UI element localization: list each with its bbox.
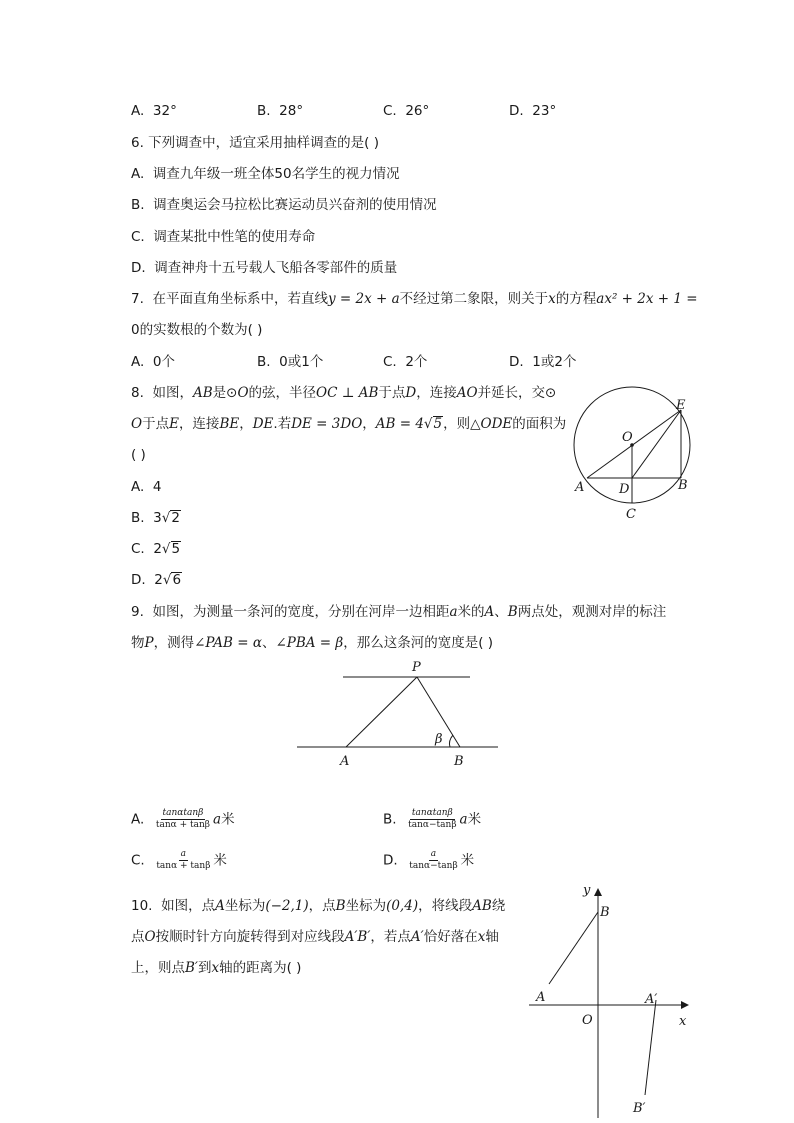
text: 绕 — [491, 898, 506, 914]
text: ，若点 — [370, 929, 411, 945]
option-letter: A. — [131, 166, 145, 182]
label-a-prime: A′ — [645, 992, 658, 1007]
label-o: O — [582, 1013, 593, 1028]
text: 的方程 — [555, 291, 597, 307]
q7-stem-line2: 0的实数根的个数为( ) — [131, 322, 263, 338]
text: 于点 — [142, 416, 170, 432]
q10-coordinate-figure — [525, 878, 695, 1118]
text: 轴 — [485, 929, 499, 945]
fraction — [154, 849, 212, 872]
q7-stem-line1 — [131, 289, 698, 309]
question-number: 10. — [131, 898, 153, 914]
label-y: y — [583, 883, 591, 898]
q8-stem-line3: ( ) — [131, 447, 146, 463]
unit: 米 — [460, 852, 475, 869]
math: A — [484, 604, 495, 620]
text: 恰好落在 — [423, 929, 478, 945]
math: a — [459, 811, 468, 828]
denominator: tanα + tanβ — [156, 861, 211, 871]
text: ，测得 — [153, 635, 195, 651]
math: DE = 3DO — [291, 416, 363, 432]
text: 如图， — [152, 385, 193, 401]
q6-option-b[interactable] — [131, 195, 437, 215]
option-text: 1或2个 — [532, 354, 577, 370]
math: DE — [252, 416, 274, 432]
math: ax² + 2x + 1 = — [596, 291, 698, 307]
option-letter: D. — [509, 354, 524, 370]
text: 、 — [494, 604, 508, 620]
math: E — [169, 416, 179, 432]
sqrt-symbol: √ — [423, 416, 433, 432]
option-letter: C. — [383, 354, 397, 370]
option-coef: 2 — [153, 541, 162, 557]
option-letter: D. — [131, 260, 146, 276]
math: B — [507, 604, 518, 620]
q8-option-a[interactable] — [131, 477, 161, 497]
q7-option-a[interactable] — [131, 352, 175, 372]
math: ∠PAB = α — [194, 635, 262, 651]
text: 点 — [131, 929, 145, 945]
option-text: 28° — [279, 103, 304, 119]
question-number: 9. — [131, 604, 144, 620]
fraction — [406, 808, 458, 831]
q8-option-c[interactable] — [131, 539, 181, 559]
label-a: A — [575, 480, 585, 495]
q8-option-d[interactable] — [131, 570, 182, 590]
text: ， — [239, 416, 253, 432]
q9-option-c[interactable] — [131, 849, 227, 872]
text: 的弦，半径 — [248, 385, 317, 401]
math: A — [215, 898, 225, 914]
numerator: a — [430, 849, 437, 859]
math: (0,4) — [386, 898, 419, 914]
math: D — [405, 385, 417, 401]
text: 轴的距离为( ) — [219, 960, 302, 976]
q9-stem-line2 — [131, 633, 493, 653]
denominator: tanα−tanβ — [408, 820, 457, 830]
text: 于点 — [378, 385, 406, 401]
denominator: tanα + tanβ — [155, 820, 210, 830]
math: O — [144, 929, 156, 945]
math: O — [131, 416, 143, 432]
option-text: 调查神舟十五号载人飞船各零部件的质量 — [154, 260, 398, 276]
segment-pa — [346, 677, 417, 747]
option-letter: D. — [131, 572, 146, 588]
q8-stem-line1 — [131, 383, 556, 403]
q5-option-b[interactable] — [257, 101, 303, 121]
math: AB — [472, 898, 492, 914]
q8-option-b[interactable] — [131, 508, 181, 528]
segment-ae — [587, 410, 681, 478]
q5-option-a[interactable] — [131, 101, 177, 121]
q5-option-c[interactable] — [383, 101, 429, 121]
q10-stem-line2 — [131, 927, 499, 947]
math: OC ⊥ AB — [316, 385, 379, 401]
math: O — [237, 385, 249, 401]
text: ，将线段 — [418, 898, 473, 914]
text: 米的 — [457, 604, 485, 620]
segment-de — [632, 410, 681, 478]
text: 如图，点 — [161, 898, 216, 914]
label-e: E — [676, 398, 686, 413]
q10-stem-line3 — [131, 958, 301, 978]
text: 上，则点 — [131, 960, 185, 976]
unit: 米 — [221, 811, 235, 828]
text: 两点处，观测对岸的标注 — [517, 604, 667, 620]
question-number: 8. — [131, 385, 144, 401]
math: ODE — [480, 416, 513, 432]
q10-stem-line1 — [131, 896, 505, 916]
option-text: 32° — [152, 103, 177, 119]
text: 按顺时针方向旋转得到对应线段 — [155, 929, 345, 945]
denominator: tanα−tanβ — [409, 861, 458, 871]
segment-ab — [549, 912, 598, 984]
numerator: tanαtanβ — [411, 808, 453, 818]
text: 、 — [261, 635, 276, 651]
option-text: 0个 — [152, 354, 175, 370]
q9-option-b[interactable] — [383, 808, 481, 831]
q8-stem-line2 — [131, 414, 566, 434]
q9-stem-line1 — [131, 602, 666, 622]
option-coef: 3 — [153, 510, 162, 526]
q9-river-figure — [290, 655, 505, 770]
label-a: A — [536, 990, 546, 1005]
text: .若 — [273, 416, 292, 432]
option-letter: B. — [131, 510, 145, 526]
label-p: P — [412, 660, 421, 675]
math: B′ — [185, 960, 198, 976]
q8-circle-figure — [570, 385, 700, 525]
option-text: 调查某批中性笔的使用寿命 — [153, 229, 316, 245]
unit: 米 — [467, 811, 482, 828]
option-letter: C. — [383, 103, 397, 119]
option-letter: C. — [131, 229, 145, 245]
radicand: 5 — [433, 416, 443, 432]
text: ，则△ — [443, 416, 481, 432]
text: ，连接 — [416, 385, 457, 401]
label-x: x — [679, 1014, 687, 1029]
math: A′ — [410, 929, 424, 945]
q7-option-b[interactable] — [257, 352, 323, 372]
option-letter: B. — [383, 811, 397, 828]
sqrt-symbol: √ — [161, 510, 171, 526]
option-coef: 4 — [152, 479, 162, 495]
q9-option-a[interactable] — [131, 808, 235, 831]
text: 如图，为测量一条河的宽度，分别在河岸一边相距 — [152, 604, 450, 620]
option-text: 调查奥运会马拉松比赛运动员兴奋剂的使用情况 — [153, 197, 437, 213]
fraction — [407, 849, 459, 872]
option-letter: B. — [257, 354, 271, 370]
radicand: 2 — [171, 510, 180, 526]
option-text: 0或1个 — [279, 354, 324, 370]
math: ∠PBA = β — [275, 635, 344, 651]
option-letter: A. — [131, 354, 145, 370]
math: AB = 4 — [375, 416, 424, 432]
sqrt-symbol: √ — [161, 541, 171, 557]
label-a: A — [340, 754, 350, 769]
text: 物 — [131, 635, 145, 651]
math: a — [449, 604, 458, 620]
option-letter: A. — [131, 811, 145, 828]
text: 不经过第二象限，则关于 — [399, 291, 549, 307]
math: (−2,1) — [265, 898, 309, 914]
label-beta: β — [435, 732, 443, 747]
unit: 米 — [213, 852, 227, 869]
q7-option-c[interactable] — [383, 352, 427, 372]
label-b: B — [600, 905, 610, 920]
math: x — [548, 291, 556, 307]
label-b: B — [678, 478, 688, 493]
option-text: 26° — [405, 103, 430, 119]
q6-stem: 6. 下列调查中，适宜采用抽样调查的是( ) — [131, 135, 379, 151]
angle-beta-arc — [449, 735, 453, 747]
math: A′B′ — [344, 929, 371, 945]
math: x — [211, 960, 220, 976]
text: ，那么这条河的宽度是( ) — [343, 635, 494, 651]
text: ， — [362, 416, 376, 432]
q5-option-d[interactable] — [509, 101, 556, 121]
segment-a2b2 — [645, 1000, 656, 1095]
radicand: 5 — [171, 541, 181, 557]
text: 是⊙ — [212, 385, 238, 401]
label-o: O — [622, 430, 633, 445]
option-letter: B. — [131, 197, 145, 213]
math: AO — [456, 385, 478, 401]
option-letter: B. — [257, 103, 271, 119]
math: x — [477, 929, 486, 945]
option-letter: C. — [131, 852, 145, 869]
text: 在平面直角坐标系中，若直线 — [152, 291, 328, 307]
label-b: B — [454, 754, 464, 769]
option-letter: D. — [383, 852, 398, 869]
numerator: a — [180, 849, 187, 859]
math: a — [213, 811, 222, 828]
sqrt-symbol: √ — [162, 572, 172, 588]
q7-option-d[interactable] — [509, 352, 576, 372]
text: 的面积为 — [512, 416, 567, 432]
math: B — [335, 898, 346, 914]
option-letter: A. — [131, 103, 145, 119]
label-c: C — [626, 507, 636, 522]
option-text: 23° — [532, 103, 557, 119]
text: 坐标为 — [224, 898, 266, 914]
q6-option-c[interactable] — [131, 227, 315, 247]
text: 到 — [198, 960, 212, 976]
numerator: tanαtanβ — [162, 808, 204, 818]
label-b-prime: B′ — [633, 1101, 646, 1116]
option-text: 2个 — [405, 354, 428, 370]
q6-option-a[interactable] — [131, 164, 400, 184]
text: 坐标为 — [345, 898, 387, 914]
math: BE — [219, 416, 240, 432]
math: AB — [192, 385, 213, 401]
q9-option-d[interactable] — [383, 849, 474, 872]
math: P — [144, 635, 154, 651]
option-letter: A. — [131, 479, 145, 495]
text: ，连接 — [178, 416, 220, 432]
math: y = 2x + a — [327, 291, 400, 307]
option-coef: 2 — [154, 572, 163, 588]
label-d: D — [619, 482, 630, 497]
question-number: 7. — [131, 291, 144, 307]
fraction — [154, 808, 212, 831]
q6-option-d[interactable] — [131, 258, 397, 278]
text: 并延长，交⊙ — [477, 385, 557, 401]
option-text: 调查九年级一班全体50名学生的视力情况 — [152, 166, 400, 182]
option-letter: C. — [131, 541, 145, 557]
text: ，点 — [308, 898, 336, 914]
option-letter: D. — [509, 103, 524, 119]
radicand: 6 — [172, 572, 182, 588]
